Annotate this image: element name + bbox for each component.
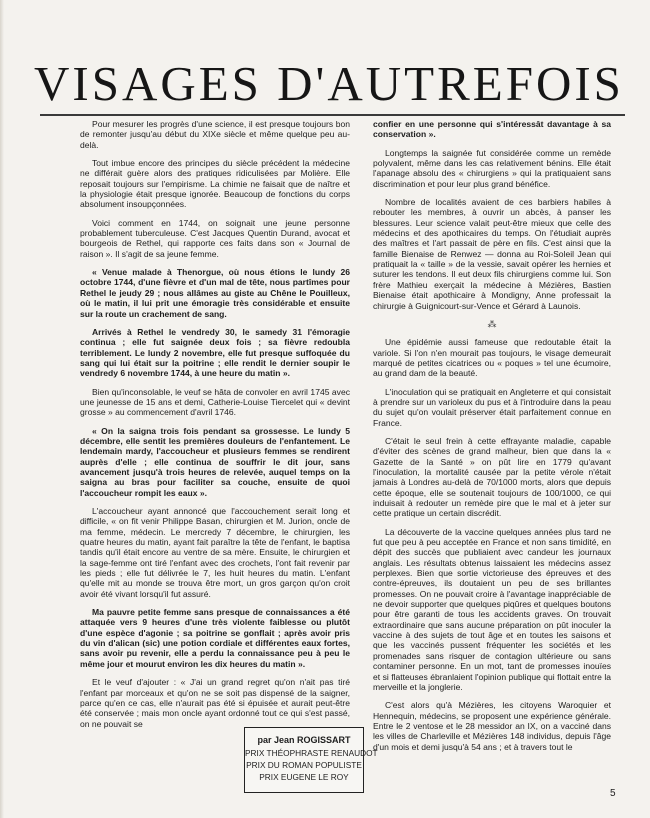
paragraph: Tout imbue encore des principes du siècle précédent la médecine ne différait guère alors des pratiques ridiculisées par Molière. Elle reposait toujours sur l'empirisme. La chimie ne faisait que de naître et la physiologie était presque ignorée. Beaucoup de fonctions du corps absolument insoupçonnées. bbox=[80, 158, 350, 210]
page-fold-shadow bbox=[0, 0, 4, 818]
paragraph: Une épidémie aussi fameuse que redoutable était la variole. Si l'on n'en mourait pas toujours, le visage demeurait marqué de petites cicatrices ou « poques » tel une écumoire, au grand dam de la beauté. bbox=[373, 337, 611, 379]
paragraph: Bien qu'inconsolable, le veuf se hâta de convoler en avril 1745 avec une jeunesse de 15 ans et demi, Catherie-Louise Tiercelet qui « devint grosse » au commencement d'avril 1746. bbox=[80, 386, 350, 418]
paragraph: Pour mesurer les progrès d'une science, il est presque toujours bon de remonter jusqu'au début du XIXe siècle et même quelque peu au-delà. bbox=[80, 119, 350, 150]
paragraph: « Venue malade à Thenorgue, où nous étions le lundy 26 octobre 1744, d'une fièvre et d'un mal de tête, nous partîmes pour Rethel le jeudy 29 ; nous allâmes au giste au Chêne le Pouilleux, où le matin, il lui prit une émoragie très considérable et ensuite sur la route un crachement de sang. bbox=[80, 267, 350, 319]
section-separator: ⁂ bbox=[487, 318, 497, 329]
page-number: 5 bbox=[610, 788, 616, 799]
article-title: VISAGES D'AUTREFOIS bbox=[34, 56, 624, 111]
award-2: PRIX DU ROMAN POPULISTE bbox=[246, 760, 362, 770]
paragraph: « On la saigna trois fois pendant sa grossesse. Le lundy 5 décembre, elle sentit les premières douleurs de l'enfantement. Le lendemain mardy, l'accoucheur et plusieurs femmes se rendirent auprès d'elle ; elle continua de souffrir le dit jour, sans avancement jusqu'à trois heures de relevée, auquel temps on la saigna au bras pour faciliter sa couche, ensuite de quoi l'accoucheur rompit les eaux ». bbox=[80, 425, 350, 498]
paragraph: La découverte de la vaccine quelques années plus tard ne fut que peu à peu acceptée en France et non sans timidité, en dépit des succès que publiaient avec candeur les journaux anglais. Les résultats obtenus laissaient les médecins assez perplexes. Bien que sortie victorieuse des épreuves et des contre-épreuves, ils doutaient un peu de ses brillantes promesses. On ne pouvait croire à l'avantage inappréciable de ne devoir supporter que quelques piqûres et quelques boutons pour être garanti de tous les accidents graves. On trouvait extraordinaire que sans aucune préparation on pût inoculer la vaccine à des sujets de tout âge et en toutes les saisons et que les vaccinés pussent fréquenter les sociétés et les promenades sans risquer de contagion ultérieure ou sans contaminer personne. En un mot, tant de promesses inouïes et si flatteuses ébranlaient l'opinion publique qui flottait entre la merveille et la jonglerie. bbox=[373, 526, 611, 692]
author-box bbox=[244, 727, 378, 793]
paragraph: L'accoucheur ayant annoncé que l'accouchement serait long et difficile, « on fit venir Philippe Basan, chirurgien et M. Jurion, oncle de ma femme, médecin. Le mercredy 7 décembre, le chirurgien, les quatre heures du matin, ayant fait paraître la tête de l'enfant, le baptisa tandis qu'il était encore au ventre de sa mère. Ensuite, le chirurgien et la sage-femme ont tiré l'enfant avec des crochets, l'ont fait revenir par les pieds ; elle fut délivrée le 7, les huit heures du matin. L'enfant qu'elle mit au monde se trouva être mort, un gros garçon qu'on croit avoir été vivant lorsqu'il fut assuré. bbox=[80, 506, 350, 599]
left-column bbox=[80, 119, 350, 737]
paragraph: Ma pauvre petite femme sans presque de connaissances a été attaquée vers 9 heures d'une très violente faiblesse ou plutôt d'une espèce d'agonie ; sa poitrine se gonflait ; après avoir pris du vin d'alican (sic) une potion cordiale et différentes eaux fortes, sans avoir pu revenir, elle a perdu la connaissance peu à peu le même jour et mourut environ les dix heures du matin ». bbox=[80, 607, 350, 669]
author-name: par Jean ROGISSART bbox=[257, 735, 351, 745]
paragraph: C'est alors qu'à Mézières, les citoyens Waroquier et Hennequin, médecins, se proposent une expérience générale. Entre le 2 ventose et le 28 messidor an IX, on a vacciné dans les villes de Charleville et Mézières 148 individus, depuis l'âge d'un mois et demi jusqu'à 54 ans ; et à travers tout le bbox=[373, 700, 611, 752]
award-1: PRIX THÉOPHRASTE RENAUDOT bbox=[245, 748, 378, 758]
paragraph: C'était le seul frein à cette effrayante maladie, capable d'éviter des scènes de grand malheur, bien que dans la « Gazette de la Santé » on pût lire en 1779 qu'avant l'inoculation, la mortalité causée par la petite vérole n'était jamais à Londres au-delà de 70/1000 morts, alors que depuis cette époque, elle se soutenait toujours de 100/1000, ce qui induisait à redouter un remède pire que le mal et à jeter sur cette pratique un certain discrédit. bbox=[373, 435, 611, 519]
right-column bbox=[373, 119, 611, 760]
paragraph: Et le veuf d'ajouter : « J'ai un grand regret qu'on n'ait pas tiré l'enfant par morceaux et qu'on ne se soit pas dispensé de la saigner, parce qu'en ce cas, elle n'aurait pas été si épuisée et aurait peut-être été conservée ; mais mon oncle ayant ordonné tout ce qui s'est passé, on ne pouvait se bbox=[80, 677, 350, 729]
award-3: PRIX EUGENE LE ROY bbox=[259, 772, 349, 782]
paragraph: Arrivés à Rethel le vendredy 30, le samedy 31 l'émoragie continua ; elle fut saignée deux fois ; sa fièvre redoubla terriblement. Le lundy 2 novembre, elle fut presque suffoquée du sang qui lui était sur la poitrine ; elle rendit le dernier soupir le vendredy 6 novembre 1744, à une heure du matin ». bbox=[80, 326, 350, 379]
paragraph: L'inoculation qui se pratiquait en Angleterre et qui consistait à prendre sur un varioleux du pus et à l'introduire dans la peau du sujet qu'on voulait préserver était parfaitement connue en France. bbox=[373, 386, 611, 428]
paragraph: Nombre de localités avaient de ces barbiers habiles à rebouter les membres, à ouvrir un abcès, à panser les blessures. Leur science valait peut-être mieux que celle des médecins et des apothicaires du temps. On l'étudiait auprès des maîtres et l'art passait de père en fils. C'est ainsi que la famille Bienaise de Renwez — donna au Roi-Soleil Jean qui pratiquait la « taille » de la vessie, savait opérer les hernies et suturer les tendons. Il eut deux fils chirurgiens comme lui. Son frère Mathieu exerçait la médecine à Mézières, Bastien Bienaise était apothicaire à Mondigny, Anne professait la chirurgie à Guignicourt-sur-Vence et Gérard à Launois. bbox=[373, 197, 611, 311]
paragraph: confier en une personne qui s'intéressât davantage à sa conservation ». bbox=[373, 119, 611, 140]
paragraph: Voici comment en 1744, on soignait une jeune personne probablement tuberculeuse. C'est Jacques Quentin Durand, avocat et bourgeois de Rethel, qui rapporte ces faits dans son « Journal de raison ». Il s'agit de sa jeune femme. bbox=[80, 217, 350, 259]
paragraph: Longtemps la saignée fut considérée comme un remède polyvalent, même dans les cas relativement bénins. Elle était l'apanage absolu des « chirurgiens » qui la pratiquaient sans discrimination et pour leur plus grand bénéfice. bbox=[373, 147, 611, 189]
title-rule bbox=[40, 114, 625, 116]
